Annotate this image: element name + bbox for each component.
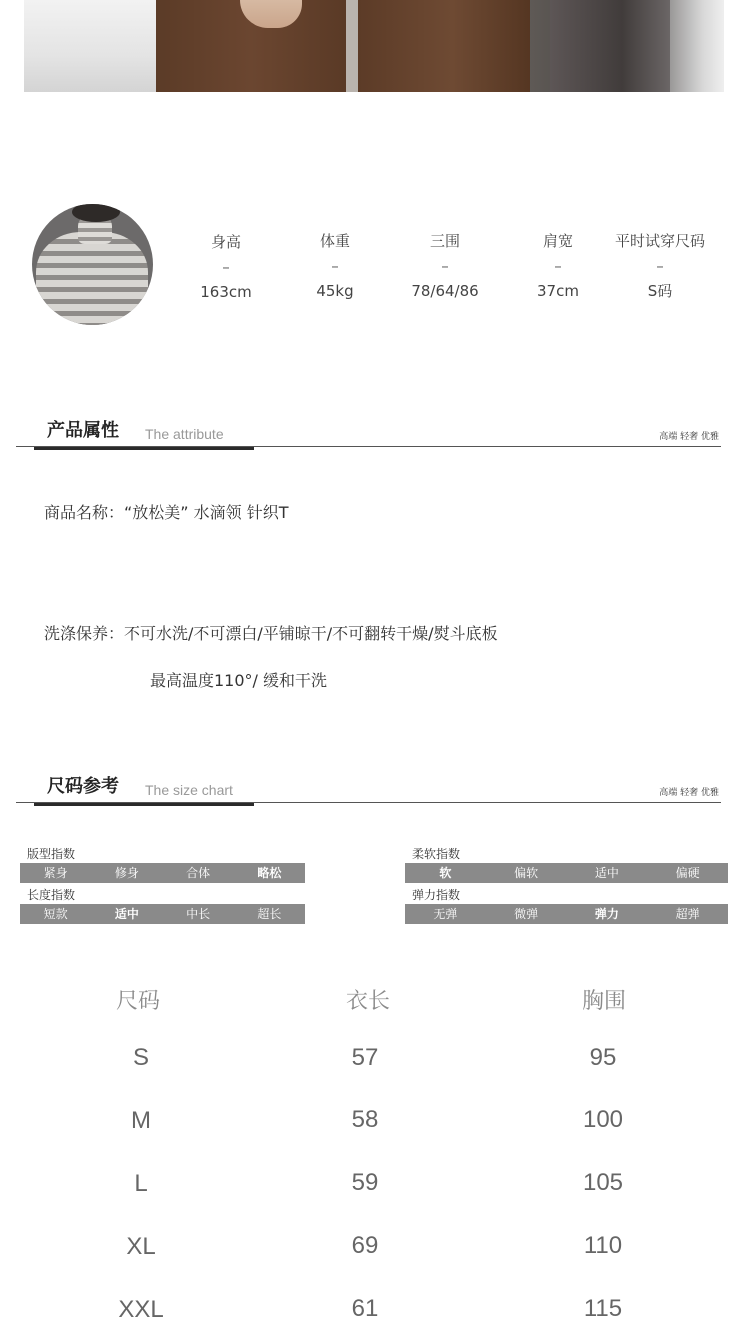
- stat-measurements: [385, 229, 505, 303]
- stat-value: 45kg: [316, 282, 354, 300]
- size-cell: 115: [583, 1295, 623, 1322]
- size-cell: 110: [583, 1232, 623, 1259]
- size-section-heading: [16, 766, 721, 806]
- index-option: 中长: [186, 907, 211, 921]
- size-cell: XL: [126, 1233, 156, 1260]
- attribute-section-heading: [16, 410, 721, 450]
- heading-underline: [34, 803, 254, 806]
- index-option: 超长: [257, 907, 282, 921]
- size-cell: S: [132, 1044, 149, 1071]
- stat-usual-size: [600, 229, 720, 303]
- trouser-leg-right: [358, 0, 530, 92]
- hanging-jacket: [550, 0, 670, 92]
- stat-dash: –: [331, 257, 339, 275]
- size-cell: M: [131, 1107, 151, 1134]
- index-option: 微弹: [514, 907, 539, 921]
- stat-weight: [275, 229, 395, 303]
- stat-label: 平时试穿尺码: [614, 232, 705, 250]
- heading-underline: [34, 447, 254, 450]
- stat-label: 三围: [429, 232, 460, 250]
- size-cell: 69: [351, 1232, 379, 1259]
- index-option: 短款: [43, 907, 68, 921]
- size-cell: 100: [582, 1106, 624, 1133]
- product-photo: [24, 0, 724, 92]
- size-cell: 59: [351, 1169, 379, 1196]
- section-subtitle: The attribute: [145, 426, 224, 442]
- striped-sweater: [36, 232, 148, 325]
- product-name: 商品名称：“放松美” 水滴领 针织T: [44, 503, 289, 522]
- elasticity-index: [405, 887, 728, 924]
- size-cell: XXL: [118, 1296, 164, 1323]
- index-option: 无弹: [433, 907, 458, 921]
- stat-value: 37cm: [537, 282, 579, 300]
- stat-dash: –: [656, 257, 664, 275]
- stat-label: 身高: [210, 233, 241, 251]
- index-label: 长度指数: [27, 888, 76, 902]
- stat-label: 肩宽: [542, 232, 573, 250]
- index-option-selected: 略松: [257, 866, 282, 880]
- index-bar: [20, 863, 305, 883]
- stat-dash: –: [554, 257, 562, 275]
- stat-value: S码: [647, 282, 673, 300]
- index-bar: [405, 904, 728, 924]
- index-label: 版型指数: [27, 847, 76, 861]
- index-option: 紧身: [43, 866, 68, 880]
- index-option: 修身: [114, 866, 139, 880]
- care-instructions-cont: 最高温度110°/ 缓和干洗: [150, 671, 328, 690]
- section-title: 产品属性: [47, 420, 119, 441]
- size-cell: 105: [582, 1169, 624, 1196]
- section-tag: 高端 轻奢 优雅: [659, 788, 719, 798]
- size-header: 尺码: [115, 989, 160, 1014]
- stat-dash: –: [222, 258, 230, 276]
- index-option: 偏软: [514, 866, 539, 880]
- size-cell: 95: [589, 1044, 617, 1071]
- stat-label: 体重: [319, 232, 350, 250]
- index-bar: [405, 863, 728, 883]
- size-header: 衣长: [345, 989, 390, 1014]
- stat-value: 78/64/86: [411, 282, 479, 300]
- section-subtitle: The size chart: [145, 782, 233, 798]
- size-cell: 58: [351, 1106, 379, 1133]
- index-label: 柔软指数: [412, 847, 461, 861]
- size-cell: L: [134, 1170, 148, 1197]
- size-cell: 61: [351, 1295, 379, 1322]
- index-option: 适中: [594, 866, 619, 880]
- fit-index: [20, 846, 305, 883]
- index-option-selected: 软: [439, 866, 452, 880]
- stat-value: 163cm: [200, 283, 252, 301]
- section-tag: 高端 轻奢 优雅: [659, 432, 719, 442]
- index-option: 超弹: [675, 907, 700, 921]
- size-header: 胸围: [581, 989, 626, 1014]
- length-index: [20, 887, 305, 924]
- index-option: 合体: [186, 866, 211, 880]
- model-avatar: [32, 204, 153, 325]
- index-option-selected: 适中: [114, 907, 139, 921]
- stat-height: [166, 230, 286, 304]
- care-instructions: 洗涤保养：不可水洗/不可漂白/平铺晾干/不可翻转干燥/熨斗底板: [44, 624, 498, 643]
- index-option: 偏硬: [675, 866, 700, 880]
- index-label: 弹力指数: [412, 888, 461, 902]
- index-bar: [20, 904, 305, 924]
- softness-index: [405, 846, 728, 883]
- sofa-background: [24, 0, 160, 92]
- stat-dash: –: [441, 257, 449, 275]
- section-title: 尺码参考: [47, 776, 119, 797]
- size-cell: 57: [351, 1044, 379, 1071]
- index-option-selected: 弹力: [594, 907, 619, 921]
- model-hair: [72, 204, 120, 222]
